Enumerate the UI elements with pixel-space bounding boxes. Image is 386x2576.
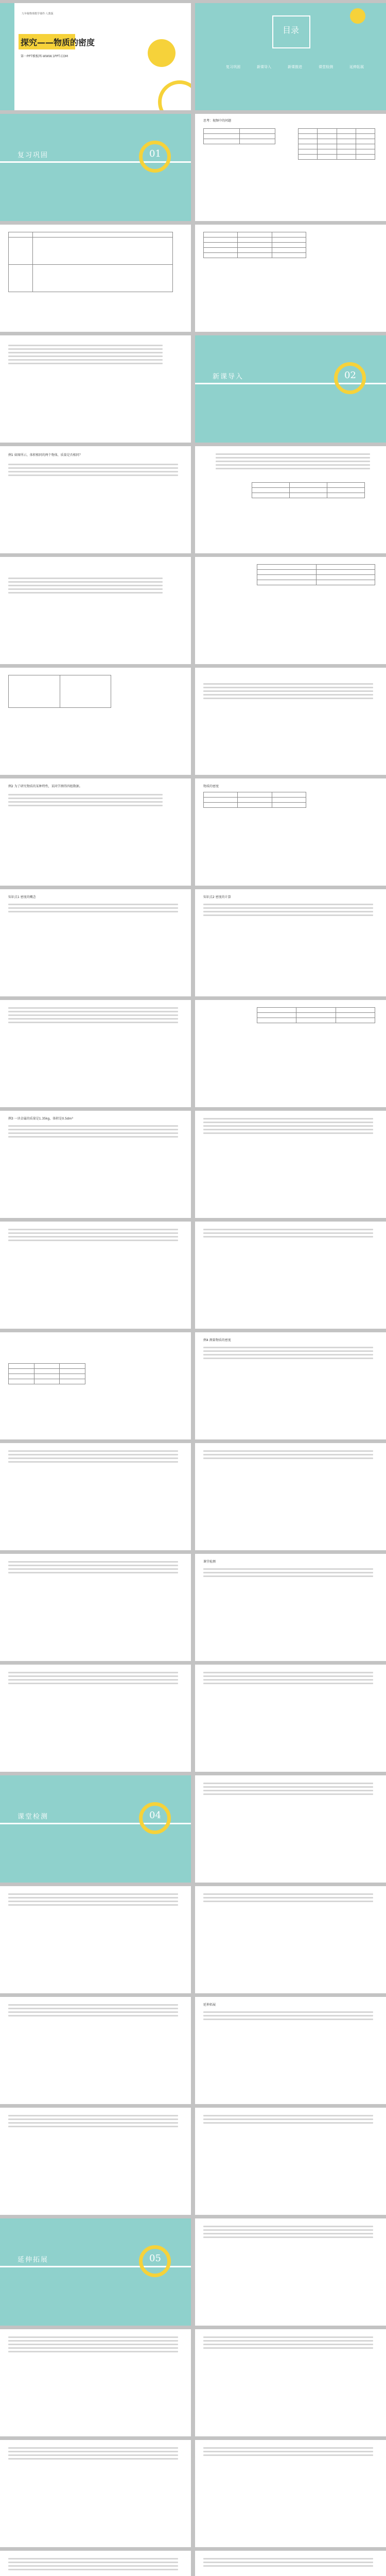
slide-heading: 思考：视频中的问题 [203, 119, 232, 123]
text-lines [203, 1347, 373, 1361]
content-slide-30 [195, 1775, 386, 1883]
content-slide-8 [0, 557, 191, 664]
cover-left-band [0, 3, 14, 110]
text-lines [203, 1450, 373, 1461]
content-slide-7 [195, 446, 386, 553]
row-13 [0, 1332, 386, 1439]
toc-item-3[interactable]: 新课推进 [288, 65, 302, 69]
row-18 [0, 1886, 386, 1993]
content-slide-28 [0, 1665, 191, 1772]
content-slide-5 [0, 335, 191, 443]
content-slide-19 [195, 1111, 386, 1218]
text-lines [8, 1561, 178, 1575]
text-lines [8, 2004, 178, 2019]
text-lines [203, 683, 373, 701]
toc-item-4[interactable]: 课堂检测 [319, 65, 333, 69]
content-slide-6 [0, 446, 191, 553]
row-17 [0, 1775, 386, 1883]
text-lines [203, 1568, 373, 1579]
text-lines [203, 1893, 373, 1904]
text-lines [8, 1125, 178, 1140]
content-slide-41 [195, 2440, 386, 2547]
text-lines [8, 1893, 178, 1908]
summary-table [257, 564, 375, 585]
section-ring [139, 2245, 171, 2277]
content-slide-16 [0, 1000, 191, 1107]
question-text: 例4 测量物质的密度 [203, 1338, 231, 1342]
question-text: 例2 为了研究物质的某种特性，某同学测得四组数据。 [8, 785, 82, 788]
question-text: 例1 如图所示，体积相同的两个物体，质量是否相同？ [8, 453, 82, 457]
content-slide-42 [0, 2551, 191, 2576]
section-ring [139, 141, 171, 173]
text-lines [203, 2011, 373, 2022]
content-slide-31 [0, 1886, 191, 1993]
row-10 [0, 1000, 386, 1107]
content-slide-35 [0, 2108, 191, 2215]
content-slide-9 [195, 557, 386, 664]
content-slide-3 [0, 225, 191, 332]
content-slide-4 [195, 225, 386, 332]
text-lines [8, 464, 178, 478]
text-lines [8, 2558, 178, 2572]
row-2 [0, 114, 386, 221]
cover-ring [158, 80, 191, 110]
row-11 [0, 1111, 386, 1218]
row-6 [0, 557, 386, 664]
toc-slide [195, 3, 386, 110]
text-lines [8, 578, 163, 596]
content-slide-37 [195, 2218, 386, 2326]
cover-circle [148, 39, 176, 67]
text-lines [8, 904, 178, 914]
section-check-number: 04 [149, 1810, 161, 1821]
content-slide-40 [0, 2440, 191, 2547]
text-lines [203, 2226, 373, 2240]
section-ring [334, 362, 366, 394]
section-ring [139, 1802, 171, 1834]
text-lines [203, 2336, 373, 2351]
content-slide-36 [195, 2108, 386, 2215]
text-lines [203, 1783, 373, 1797]
content-slide-15 [195, 889, 386, 996]
compare-table [8, 232, 173, 292]
row-12 [0, 1222, 386, 1329]
info-table [203, 128, 275, 144]
data-table [298, 128, 375, 160]
notes-table [8, 675, 111, 708]
content-slide-20 [0, 1222, 191, 1329]
row-21 [0, 2218, 386, 2326]
toc-heading: 目录 [283, 25, 300, 35]
text-lines [8, 1229, 178, 1243]
section-check-title: 课堂检测 [17, 1813, 49, 1821]
content-slide-2 [195, 114, 386, 221]
text-lines [8, 2115, 178, 2129]
row-15 [0, 1554, 386, 1661]
content-slide-27 [195, 1554, 386, 1661]
row-22 [0, 2329, 386, 2436]
text-lines [203, 2115, 373, 2126]
text-lines [216, 453, 370, 471]
toc-item-1[interactable]: 复习巩固 [226, 65, 240, 69]
text-lines [8, 2447, 178, 2462]
text-lines [203, 1118, 373, 1136]
content-slide-18 [0, 1111, 191, 1218]
section-review-slide [0, 114, 191, 221]
section-intro-title: 新课导入 [213, 373, 244, 381]
row-23 [0, 2440, 386, 2547]
row-9 [0, 889, 386, 996]
content-slide-24 [0, 1443, 191, 1550]
content-slide-26 [0, 1554, 191, 1661]
heading-text: 知识点1 密度的概念 [8, 895, 36, 899]
section-extend-number: 05 [149, 2253, 161, 2264]
row-20 [0, 2108, 386, 2215]
row-7 [0, 668, 386, 775]
cover-slide [0, 3, 191, 110]
cover-title: 探究——物质的密度 [21, 38, 95, 47]
section-check-slide [0, 1775, 191, 1883]
density-table [203, 792, 306, 808]
data-table [257, 1007, 375, 1023]
section-review-number: 01 [149, 148, 161, 159]
content-slide-29 [195, 1665, 386, 1772]
content-slide-33 [0, 1997, 191, 2104]
content-slide-10 [0, 668, 191, 775]
section-review-title: 复习巩固 [17, 151, 49, 159]
section-intro-number: 02 [344, 370, 356, 381]
content-slide-39 [195, 2329, 386, 2436]
content-slide-22 [0, 1332, 191, 1439]
text-lines [8, 1672, 178, 1686]
content-slide-11 [195, 668, 386, 775]
toc-item-5[interactable]: 延伸拓展 [349, 65, 364, 69]
section-extend-title: 延伸拓展 [17, 2256, 49, 2264]
row-8 [0, 778, 386, 886]
content-slide-12 [0, 778, 191, 886]
text-lines [203, 904, 373, 918]
row-1 [0, 3, 386, 110]
row-4 [0, 335, 386, 443]
text-lines [8, 345, 163, 366]
content-slide-25 [195, 1443, 386, 1550]
toc-item-2[interactable]: 新课导入 [257, 65, 271, 69]
content-slide-21 [195, 1222, 386, 1329]
row-3 [0, 225, 386, 332]
cover-header: 九年级物理教学课件·人教版 [22, 12, 54, 15]
text-lines [203, 2558, 373, 2569]
text-lines [8, 1007, 178, 1025]
text-lines [203, 1229, 373, 1240]
content-slide-32 [195, 1886, 386, 1993]
heading-text: 物质的密度 [203, 785, 219, 788]
row-14 [0, 1443, 386, 1550]
toc-circle [350, 8, 365, 24]
content-slide-23 [195, 1332, 386, 1439]
section-intro-slide [195, 335, 386, 443]
cover-subtitle: 第一PPT模板网-WWW.1PPT.COM [21, 55, 68, 58]
row-16 [0, 1665, 386, 1772]
content-slide-38 [0, 2329, 191, 2436]
row-19 [0, 1997, 386, 2104]
values-table [203, 232, 306, 258]
text-lines [8, 794, 163, 808]
content-slide-13 [195, 778, 386, 886]
content-slide-14 [0, 889, 191, 996]
heading-text: 延伸拓展 [203, 2003, 216, 2007]
section-extend-slide [0, 2218, 191, 2326]
text-lines [8, 1450, 178, 1465]
question-text: 例3 一块金属的质量是1.35kg，体积是0.5dm³ [8, 1117, 73, 1121]
data-table [8, 1363, 85, 1384]
row-24 [0, 2551, 386, 2576]
heading-text: 知识点2 密度的计算 [203, 895, 231, 899]
content-slide-17 [195, 1000, 386, 1107]
content-slide-43 [195, 2551, 386, 2576]
text-lines [203, 1672, 373, 1686]
text-lines [8, 2336, 178, 2354]
exp-table [252, 482, 365, 498]
content-slide-34 [195, 1997, 386, 2104]
text-lines [203, 2447, 373, 2458]
heading-text: 课堂检测 [203, 1560, 216, 1564]
row-5 [0, 446, 386, 553]
